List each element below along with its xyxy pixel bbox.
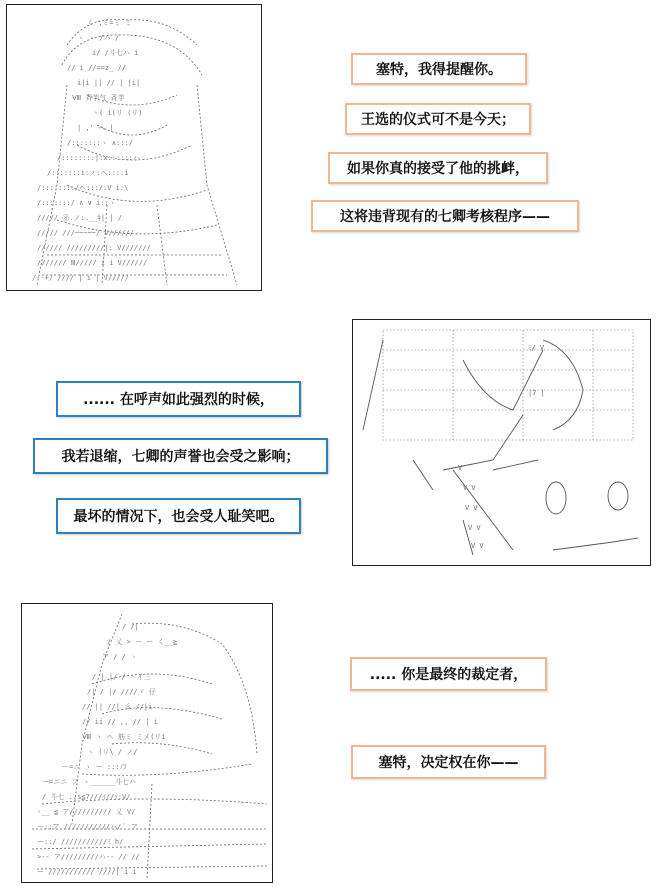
svg-text:Ⅷ 斉芋气 斉芋: Ⅷ 斉芋气 斉芋 bbox=[72, 94, 125, 102]
speech-bubble-1-2 bbox=[345, 103, 531, 135]
speech-text: ..... 你是最终的裁定者， bbox=[369, 667, 528, 683]
speech-text: 这将违背现有的七卿考核程序—— bbox=[340, 209, 550, 225]
speech-bubble-3-1 bbox=[350, 657, 547, 691]
svg-text:ー=ニニ フ ヽ______斗七ハ: ー=ニニ フ ヽ______斗七ハ bbox=[42, 778, 136, 786]
svg-text:|7 |: |7 | bbox=[528, 389, 545, 397]
svg-text:V V: V V bbox=[468, 524, 481, 532]
svg-text:i/ /斗七ハ i: i/ /斗七ハ i bbox=[92, 49, 139, 57]
speech-bubble-1-1 bbox=[351, 53, 527, 85]
svg-text:ー=ニ ヽ ー :::ﾉﾌ: ー=ニ ヽ ー :::ﾉﾌ bbox=[62, 763, 127, 771]
speech-bubble-1-3 bbox=[328, 152, 548, 184]
speech-bubble-3-2 bbox=[351, 745, 546, 779]
svg-text:// i //==z_ //: // i //==z_ // bbox=[67, 64, 127, 72]
ascii-art-figure-1 bbox=[7, 5, 261, 290]
speech-bubble-1-4 bbox=[311, 200, 579, 232]
svg-text:-__ ≦ ア////////// 乂 V/: -__ ≦ ア////////// 乂 V/ bbox=[37, 808, 136, 816]
svg-text:ア / / ヽ: ア / / ヽ bbox=[102, 653, 138, 661]
ascii-art-panel-2 bbox=[352, 319, 651, 566]
speech-bubble-2-2 bbox=[33, 438, 328, 474]
svg-text:i|i || // | |i|: i|i || // | |i| bbox=[77, 79, 141, 87]
ascii-art-panel-1 bbox=[6, 4, 262, 291]
svg-text:////// /////////|: V///////: ////// /////////|: V/////// bbox=[37, 244, 151, 252]
svg-text:ー::/ ///////////ﾐ h/: ー::/ ///////////ﾐ h/ bbox=[37, 838, 124, 846]
svg-text:/ /|: / /| bbox=[122, 623, 139, 631]
svg-text:ゝ ヽ /ハ /: ゝ ヽ /ハ / bbox=[77, 34, 120, 42]
ascii-art-panel-3 bbox=[21, 603, 273, 883]
svg-text:V: V bbox=[458, 464, 463, 472]
speech-text: 塞特，决定权在你—— bbox=[378, 755, 519, 771]
speech-text: 最坏的情况下，也会受人耻笑吧。 bbox=[73, 509, 284, 525]
svg-text:// || //| 彡 //|i: // || //| 彡 //|i bbox=[82, 703, 153, 711]
svg-text:/::::::::/ヘ:::/:V i:\: /::::::::/ヘ:::/:V i:\ bbox=[37, 184, 129, 192]
svg-text:/ 乂 > ー ー く__≧: / 乂 > ー ー く__≧ bbox=[107, 638, 178, 646]
svg-text:>-- ア/////////ハ-- // //: >-- ア/////////ハ-- // // bbox=[37, 853, 140, 861]
speech-text: ...... 在呼声如此强烈的时候， bbox=[83, 392, 274, 408]
svg-text:V V: V V bbox=[465, 504, 478, 512]
speech-bubble-2-3 bbox=[56, 498, 301, 534]
svg-text:/:::::::ヽ ∧:::/: /:::::::ヽ ∧:::/ bbox=[67, 139, 134, 147]
svg-text:ー /////////// ////| i i: ー /////////// ////| i i bbox=[37, 868, 137, 876]
svg-text:ー::ア ///////////ハ/ ﾞ ア: ー::ア ///////////ハ/ ﾞ ア bbox=[37, 823, 138, 831]
svg-text:| ,' ヘ |: | ,' ヘ | bbox=[77, 124, 114, 132]
svg-text:V V: V V bbox=[471, 542, 484, 550]
svg-text:///// ⑧.ノ:.__ｷ| | /: ///// ⑧.ノ:.__ｷ| | / bbox=[37, 214, 122, 222]
svg-text:ヽ (リ\ / ノ/: ヽ (リ\ / ノ/ bbox=[87, 748, 138, 756]
svg-text:// ii // ,, // | i: // ii // ,, // | i bbox=[82, 718, 158, 726]
svg-text:V V: V V bbox=[463, 484, 476, 492]
speech-text: 我若退缩，七卿的声誉也会受之影响； bbox=[61, 449, 300, 465]
speech-text: 塞特，我得提醒你。 bbox=[376, 62, 502, 78]
svg-text:/ 斗七 ..s≦7///ｲ//ｿ:V/: / 斗七 ..s≦7///ｲ//ｿ:V/ bbox=[42, 793, 131, 801]
svg-text:/::::::::|:x::::::ハ: /::::::::|:x::::::ハ bbox=[57, 154, 140, 162]
svg-text:Ⅷ ヽ ヘ 筋ミ ミメ(リi: Ⅷ ヽ ヘ 筋ミ ミメ(リi bbox=[82, 733, 166, 741]
svg-text:///// ///~~~~~/ V//////: ///// ///~~~~~/ V////// bbox=[37, 229, 134, 237]
speech-text: 如果你真的接受了他的挑衅， bbox=[347, 161, 529, 177]
speech-text: 王选的仪式可不是今天； bbox=[361, 112, 515, 128]
svg-text:ﾐ/ V: ﾐ/ V bbox=[528, 344, 545, 352]
ascii-art-figure-2 bbox=[353, 320, 650, 565]
svg-text:/--+/ //// | i | V/////: /--+/ //// | i | V///// bbox=[32, 274, 129, 282]
svg-text:/| / |/ ////ゞ 仔: /| / |/ ////ゞ 仔 bbox=[87, 688, 156, 696]
svg-text:ヽ( i(リ (リ): ヽ( i(リ (リ) bbox=[92, 109, 143, 117]
svg-text:/ | |/ / ヽイ三: / | |/ / ヽイ三 bbox=[92, 673, 151, 681]
ascii-art-figure-3 bbox=[22, 604, 272, 882]
svg-text:く ,ミ=ミ ミ: く ,ミ=ミ ミ bbox=[87, 19, 132, 27]
svg-text:/:::::::i:ノ:ヘ::::i: /:::::::i:ノ:ヘ::::i bbox=[47, 169, 129, 177]
svg-text://///// Ⅲ///// i i V//////: /////// Ⅲ///// i i V////// bbox=[37, 259, 148, 267]
speech-bubble-2-1 bbox=[56, 381, 301, 417]
svg-text:/:::::::/ ∧ ∨ i::ヽ: /:::::::/ ∧ ∨ i::ヽ bbox=[37, 199, 116, 207]
